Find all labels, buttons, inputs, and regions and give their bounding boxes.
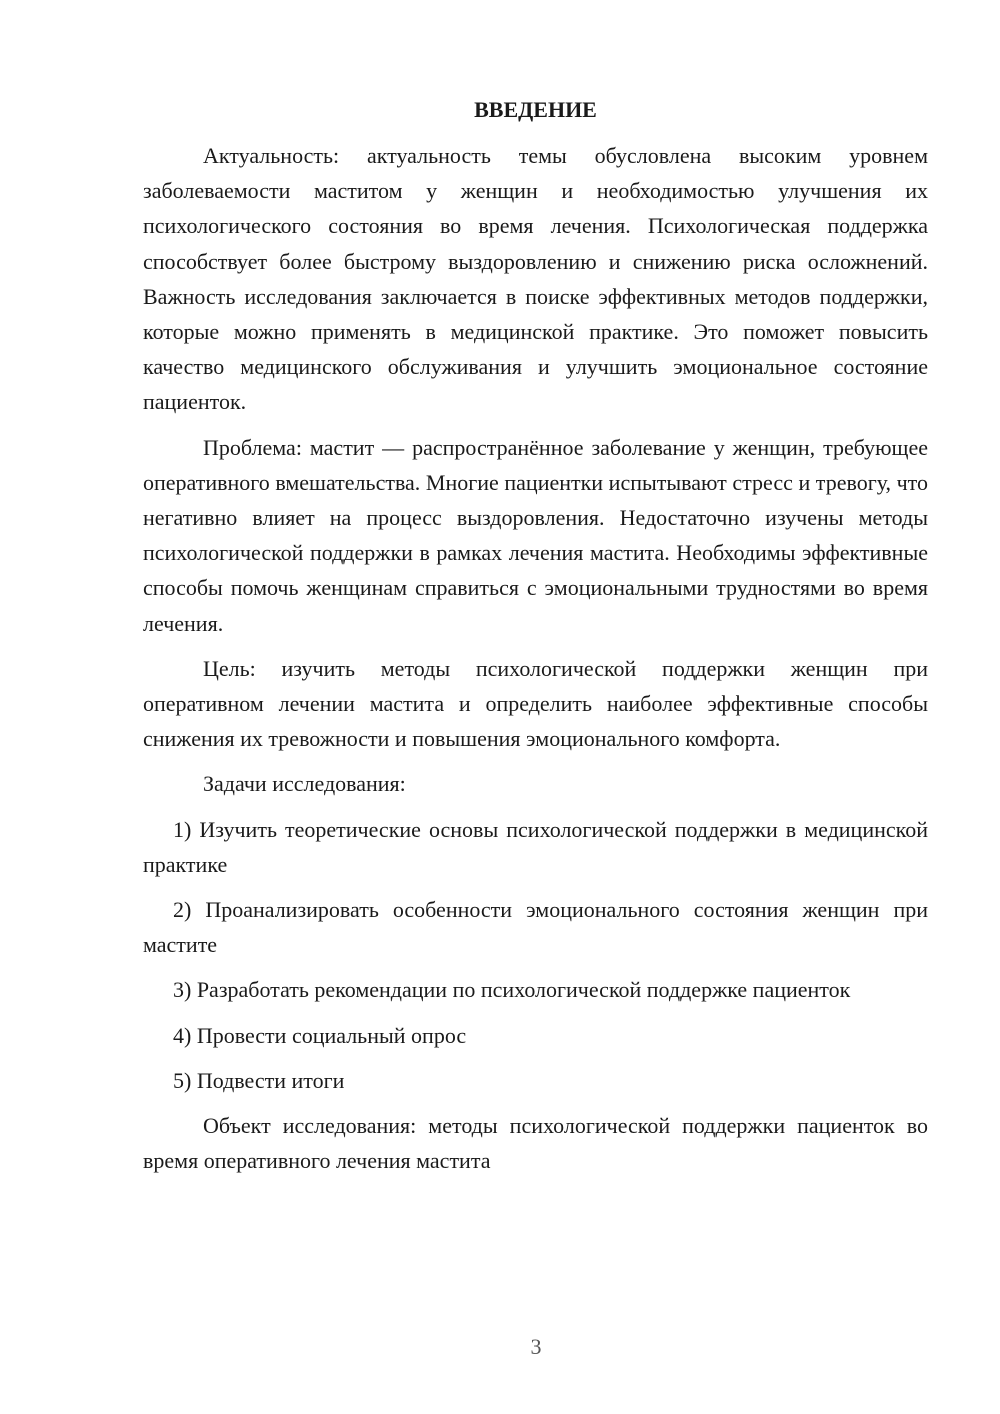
task-item-1: 1) Изучить теоретические основы психологической поддержки в медицинской практике [143,816,928,877]
paragraph-tasks-intro: Задачи исследования: [203,771,406,797]
section-heading: ВВЕДЕНИЕ [474,97,597,122]
task-item-2: 2) Проанализировать особенности эмоционального состояния женщин при мастите [143,897,928,958]
task-item-4: 4) Провести социальный опрос [173,1022,467,1048]
paragraph-relevance: Актуальность: актуальность темы обусловлена высоким уровнем заболеваемости маститом у женщин и необходимостью улучшения их психологического состояния во время лечения. Психологическая поддержка способствует более быстрому выздоровлению и снижению риска осложнений. Важность исследования заключается в поиске эффективных методов поддержки, которые можно применять в медицинской практике. Это поможет повысить качество медицинского обслуживания и улучшить эмоциональное состояние пациенток. [143,143,928,415]
task-item-3: 3) Разработать рекомендации по психологической поддержке пациенток [173,977,851,1003]
page-number: 3 [530,1334,542,1359]
paragraph-goal: Цель: изучить методы психологической поддержки женщин при оперативном лечении мастита и определить наиболее эффективные способы снижения их тревожности и повышения эмоционального комфорта. [143,655,928,752]
paragraph-problem: Проблема: мастит — распространённое заболевание у женщин, требующее оперативного вмешательства. Многие пациентки испытывают стресс и тревогу, что негативно влияет на процесс выздоровления. Недостаточно изучены методы психологической поддержки в рамках лечения мастита. Необходимы эффективные способы помочь женщинам справиться с эмоциональными трудностями во время лечения. [143,434,928,636]
paragraph-object: Объект исследования: методы психологической поддержки пациенток во время оперативного лечения мастита [143,1113,928,1174]
document-page [143,94,928,1188]
task-item-5: 5) Подвести итоги [173,1067,345,1093]
